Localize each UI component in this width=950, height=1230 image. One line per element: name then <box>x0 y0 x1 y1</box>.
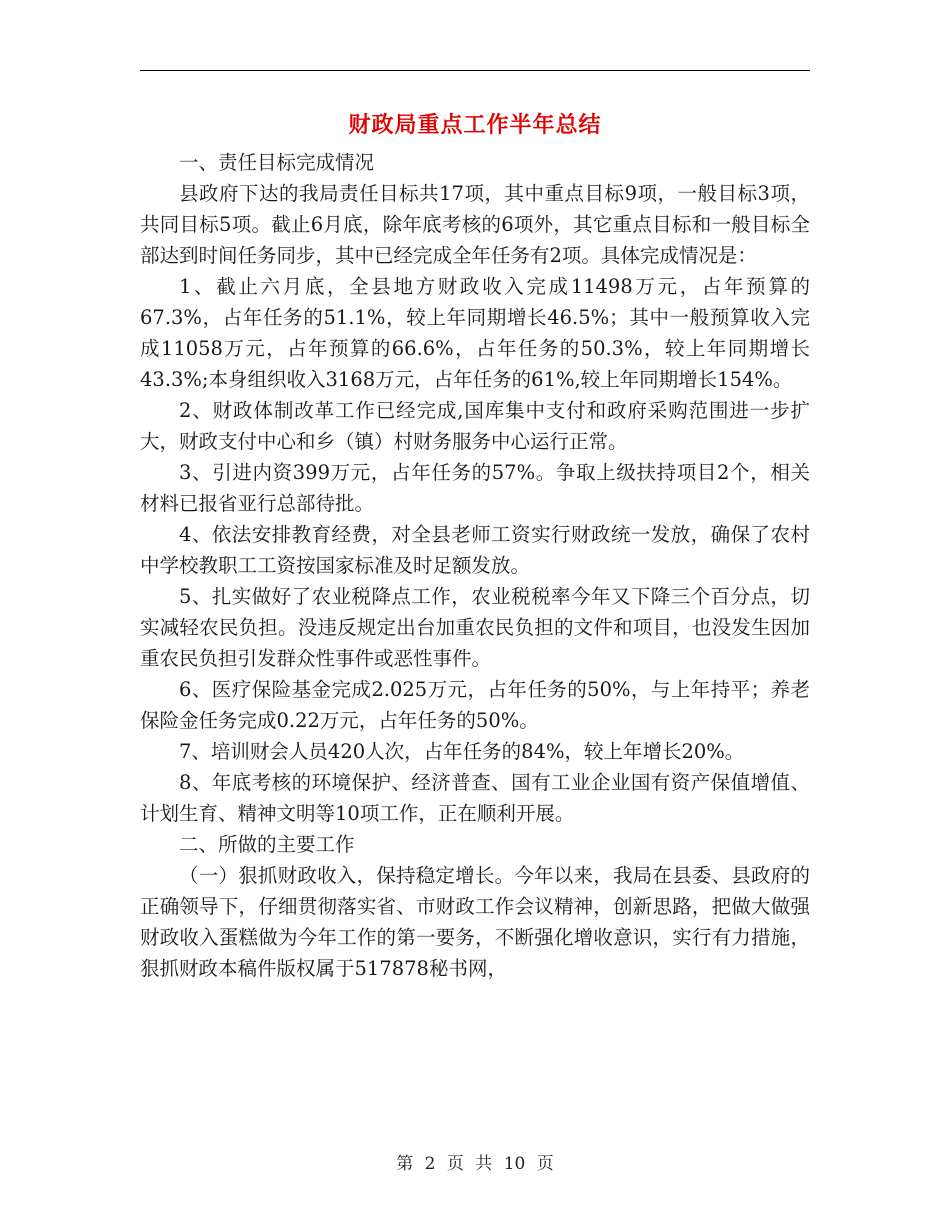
body-paragraph: 2、财政体制改革工作已经完成,国库集中支付和政府采购范围进一步扩大，财政支付中心和乡（镇）村财务服务中心运行正常。 <box>140 399 810 453</box>
body-paragraph: 1、截止六月底，全县地方财政收入完成11498万元，占年预算的67.3%，占年任务的51.1%，较上年同期增长46.5%；其中一般预算收入完成11058万元，占年预算的66.6%，占年任务的50.3%，较上年同期增长43.3%;本身组织收入3168万元，占年任务的61%,较上年同期增长154%。 <box>140 275 810 391</box>
body-paragraph: 5、扎实做好了农业税降点工作，农业税税率今年又下降三个百分点，切实减轻农民负担。没违反规定出台加重农民负担的文件和项目，也没发生因加重农民负担引发群众性事件或恶性事件。 <box>140 585 810 670</box>
section-heading: 二、所做的主要工作 <box>179 833 355 856</box>
document-title: 财政局重点工作半年总结 <box>348 113 602 138</box>
header-rule <box>140 70 810 71</box>
document-body <box>140 147 810 984</box>
body-paragraph: 7、培训财会人员420人次，占年任务的84%，较上年增长20%。 <box>179 740 745 763</box>
body-paragraph: 3、引进内资399万元，占年任务的57%。争取上级扶持项目2个，相关材料已报省亚行总部待批。 <box>140 461 810 515</box>
body-paragraph: 县政府下达的我局责任目标共17项，其中重点目标9项，一般目标3项，共同目标5项。截止6月底，除年底考核的6项外，其它重点目标和一般目标全部达到时间任务同步，其中已经完成全年任务有2项。具体完成情况是： <box>140 182 810 267</box>
body-paragraph: 8、年底考核的环境保护、经济普查、国有工业企业国有资产保值增值、计划生育、精神文明等10项工作，正在顺利开展。 <box>140 771 810 825</box>
body-paragraph: （一）狠抓财政收入，保持稳定增长。今年以来，我局在县委、县政府的正确领导下，仔细贯彻落实省、市财政工作会议精神，创新思路，把做大做强财政收入蛋糕做为今年工作的第一要务，不断强化增收意识，实行有力措施，狠抓财政本稿件版权属于517878秘书网， <box>140 864 810 980</box>
body-paragraph: 6、医疗保险基金完成2.025万元，占年任务的50%，与上年持平；养老保险金任务完成0.22万元，占年任务的50%。 <box>140 678 810 732</box>
section-heading: 一、责任目标完成情况 <box>179 151 375 174</box>
page-number-footer: 第 2 页 共 10 页 <box>396 1154 554 1174</box>
body-paragraph: 4、依法安排教育经费，对全县老师工资实行财政统一发放，确保了农村中学校教职工工资按国家标准及时足额发放。 <box>140 523 810 577</box>
